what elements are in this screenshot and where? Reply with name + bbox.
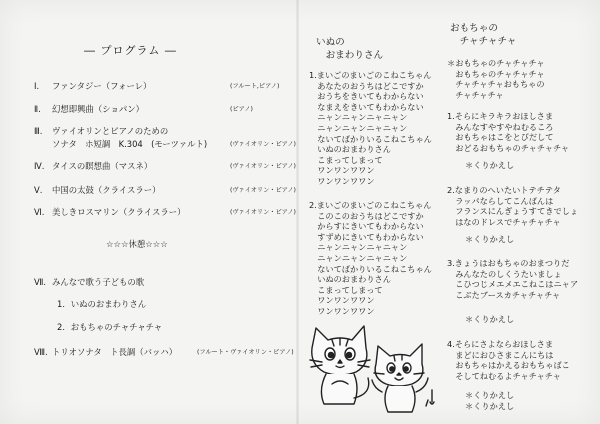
item-number: Ⅲ. xyxy=(34,126,43,136)
item-title: ファンタジー（フォーレ） xyxy=(52,81,152,91)
item-number: Ⅷ. xyxy=(34,347,48,357)
item-number: Ⅶ. xyxy=(34,277,47,287)
program-item-7-song-1 xyxy=(57,298,146,310)
intermission: ☆☆☆休憩☆☆☆ xyxy=(106,239,168,249)
song-2-title: おもちゃの チャチャチャ xyxy=(450,23,517,47)
item-instruments: (ヴァイオリン・ピアノ) xyxy=(230,141,296,148)
song-2-refrain-1: ＊くりかえし xyxy=(465,160,515,170)
song-1-verse-1: 1.まいごのまいごのこねこちゃん あなたのおうちはどこですか おうちをきいてもわからない なまえをきいてもわからない ニャンニャンニャニャン ニャンニャンニャニャン ないてばかりいるこねこちゃん いぬのおまわりさん こまってしまって ワンワンワワン ワンワンワワン xyxy=(309,70,432,186)
item-number: Ⅰ. xyxy=(34,81,40,91)
item-instruments: (ヴァイオリン・ピアノ) xyxy=(230,163,296,170)
item-instruments: (フルート・ヴァイオリン・ピアノ) xyxy=(197,349,294,356)
program-item-5 xyxy=(34,184,161,196)
item-title: みんなで歌う子どもの歌 xyxy=(52,277,145,287)
item-instruments: (ヴァイオリン・ピアノ) xyxy=(230,209,296,216)
item-title: ヴァイオリンとピアノのための xyxy=(52,126,169,136)
song-2-verse-3: 3.きょうはおもちゃのおまつりだ みんなたのしくうたいましょ こひつじメエメエこねこはニャア こぶたブースカチャチャチャ xyxy=(447,258,579,300)
song-2-verse-1: 1.そらにキラキラおほしさま みんなすやすやねむるころ おもちゃはこをとびだして おどるおもちゃのチャチャチャ xyxy=(447,111,570,153)
song-2-refrain-end: ＊くりかえし ＊くりかえし xyxy=(465,390,515,411)
page-fold xyxy=(296,0,299,424)
item-number: Ⅱ. xyxy=(34,104,41,114)
program-item-7-song-2 xyxy=(57,321,162,333)
item-title: 美しきロスマリン（クライスラー） xyxy=(52,207,186,217)
program-item-1 xyxy=(34,80,151,92)
program-item-6 xyxy=(34,206,186,218)
item-title: トリオソナタ ト長調（バッハ） xyxy=(52,347,178,357)
item-number: Ⅳ. xyxy=(34,161,45,171)
program-item-4 xyxy=(34,160,152,172)
program-item-3-cont xyxy=(34,138,207,150)
program-item-7 xyxy=(34,276,144,288)
song-2-chorus: ＊おもちゃのチャチャチャ おもちゃのチャチャチャ チャチャチャおもちゃの チャチャチャ xyxy=(447,58,545,100)
item-title: 1．いぬのおまわりさん xyxy=(57,299,147,309)
item-instruments: (ヴァイオリン・ピアノ) xyxy=(230,187,296,194)
song-1-title: いぬの おまわりさん xyxy=(316,37,384,61)
item-number: Ⅴ. xyxy=(34,185,43,195)
cats-illustration xyxy=(302,318,442,418)
item-title: 2．おもちゃのチャチャチャ xyxy=(57,322,163,332)
program-item-2 xyxy=(34,103,144,115)
program-item-8 xyxy=(34,346,177,358)
program-title: ― プログラム ― xyxy=(84,44,177,57)
item-title: 幻想即興曲（ショパン） xyxy=(52,104,144,114)
item-instruments: (ピアノ) xyxy=(230,106,253,113)
song-2-refrain-2: ＊くりかえし xyxy=(465,234,515,244)
item-title: 中国の太鼓（クライスラー） xyxy=(52,185,161,195)
item-number: Ⅵ. xyxy=(34,207,45,217)
song-2-verse-4: 4.そらにさよならおほしさま まどにおひさまこんにちは おもちゃはかえるおもちゃばこ そしてねむるよチャチャチャ xyxy=(447,339,570,381)
song-1-verse-2: 2.まいごのまいごのこねこちゃん このこのおうちはどこですか からすにきいてもわからない すずめにきいてもわからない ニャンニャンニャニャン ニャンニャンニャニャン ないてばかりいるこねこちゃん いぬのおまわりさん こまってしまって ワンワンワワン ワンワンワワン xyxy=(309,200,432,316)
item-title: ソナタ ホ短調 K.304 (モーツァルト) xyxy=(52,139,208,149)
program-item-3 xyxy=(34,125,168,137)
song-2-refrain-3: ＊くりかえし xyxy=(465,314,515,324)
item-instruments: (フルート,ピアノ) xyxy=(230,83,280,90)
song-2-verse-2: 2.なまりのへいたいトテチテタ ラッパならしてこんばんは フランスにんぎょうすてきでしょ はなのドレスでチャチャチャ xyxy=(447,185,579,227)
item-title: タイスの瞑想曲（マスネ） xyxy=(52,161,153,171)
